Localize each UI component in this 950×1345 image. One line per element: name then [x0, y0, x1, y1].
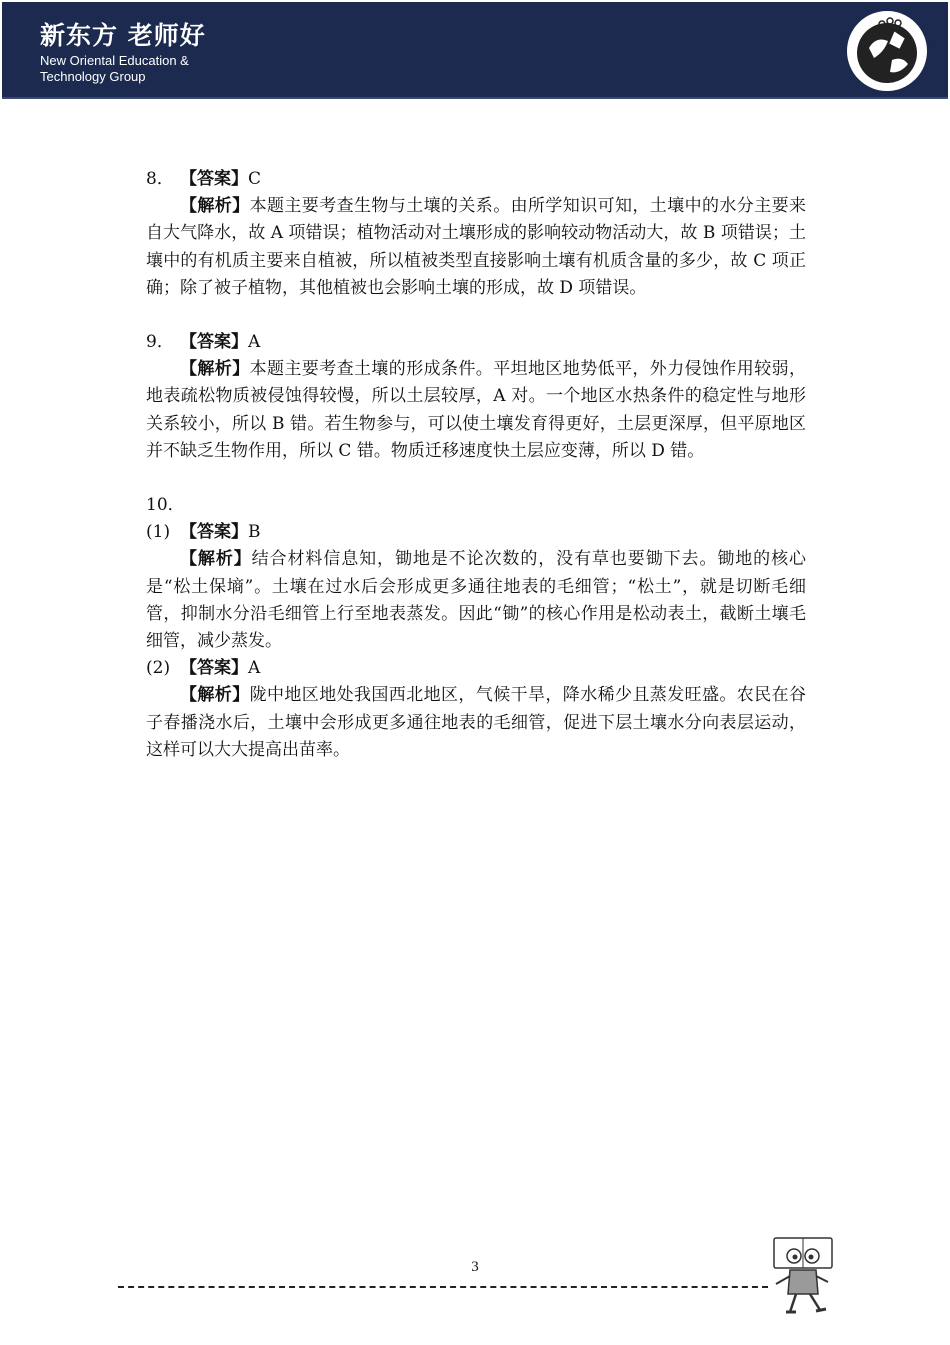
- brand-title: 新东方 老师好: [40, 21, 206, 50]
- analysis-text: 本题主要考查土壤的形成条件。平坦地区地势低平，外力侵蚀作用较弱，地表疏松物质被侵蚀得较慢，所以土层较厚，A 对。一个地区水热条件的稳定性与地形关系较小，所以 B 错。若生物参与，可以使土壤发育得更好，土层更深厚，但平原地区并不缺乏生物作用，所以 C 错。物质迁移速度快土层应变薄，所以 D 错。: [146, 359, 807, 461]
- analysis-text: 本题主要考查生物与土壤的关系。由所学知识可知，土壤中的水分主要来自大气降水，故 A 项错误；植物活动对土壤形成的影响较动物活动大，故 B 项错误；土壤中的有机质主要来自植被，所以植被类型直接影响土壤有机质含量的多少，故 C 项正确；除了被子植物，其他植被也会影响土壤的形成，故 D 项错误。: [146, 196, 807, 298]
- analysis-tag: 【解析】: [180, 685, 250, 706]
- part-number: (2): [146, 658, 171, 679]
- globe-runner-logo-icon: [844, 8, 930, 94]
- part-number: (1): [146, 522, 171, 543]
- answer-tag: 【答案】: [180, 332, 248, 353]
- question-8-analysis: [146, 193, 806, 302]
- analysis-text: 陇中地区地处我国西北地区，气候干旱，降水稀少且蒸发旺盛。农民在谷子春播浇水后，土壤中会形成更多通往地表的毛细管，促进下层土壤水分向表层运动，这样可以大大提高出苗率。: [146, 685, 807, 760]
- analysis-tag: 【解析】: [180, 359, 250, 380]
- question-8-answer: [146, 166, 806, 193]
- question-10-number: 10．: [146, 495, 185, 516]
- question-9-analysis: [146, 356, 806, 465]
- analysis-tag: 【解析】: [180, 549, 252, 570]
- question-9-answer: [146, 329, 806, 356]
- question-10-part-2-answer: [146, 655, 806, 682]
- footer-divider: [118, 1286, 768, 1288]
- question-10-part-1-analysis: [146, 546, 806, 655]
- page-number: 3: [471, 1259, 479, 1275]
- answer-tag: 【答案】: [180, 169, 248, 189]
- page-header: [2, 2, 948, 99]
- brand-subtitle: New Oriental Education & Technology Group: [40, 53, 189, 84]
- question-number: 8．: [146, 169, 174, 189]
- analysis-text: 结合材料信息知，锄地是不论次数的，没有草也要锄下去。锄地的核心是“松土保墒”。土壤在过水后会形成更多通往地表的毛细管；“松土”，就是切断毛细管，抑制水分沿毛细管上行至地表蒸发。因此“锄”的核心作用是松动表土，截断土壤毛细管，减少蒸发。: [146, 549, 807, 652]
- reading-mascot-icon: [768, 1232, 838, 1316]
- answer-value: A: [248, 658, 261, 679]
- answer-tag: 【答案】: [180, 522, 248, 543]
- question-10-part-2-analysis: [146, 682, 806, 764]
- answer-value: A: [248, 332, 261, 353]
- analysis-tag: 【解析】: [180, 196, 250, 217]
- answer-content: [146, 166, 806, 764]
- question-number: 9．: [146, 332, 174, 353]
- answer-tag: 【答案】: [180, 658, 248, 679]
- answer-value: B: [248, 522, 261, 543]
- question-10-part-1-answer: [146, 519, 806, 546]
- answer-value: C: [248, 169, 262, 189]
